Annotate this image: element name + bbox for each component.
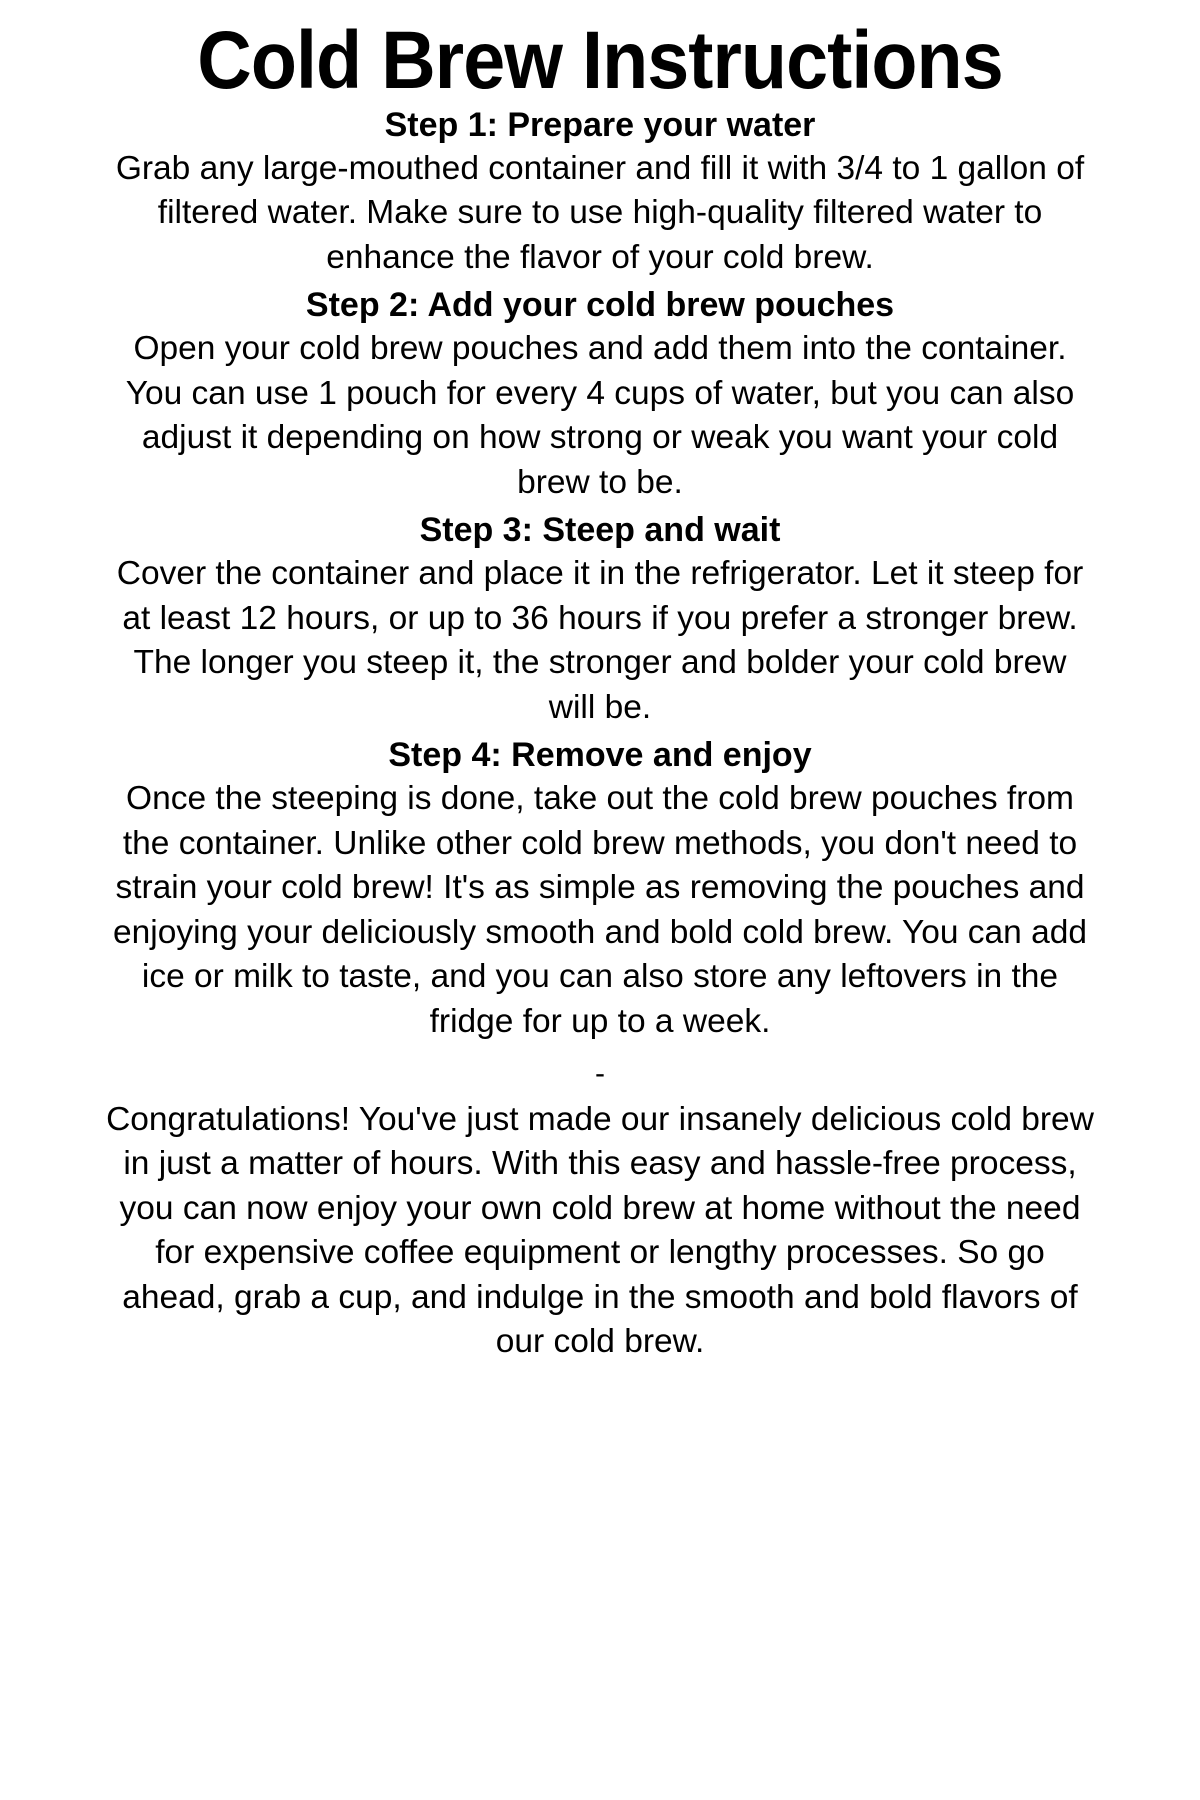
step-4-body: Once the steeping is done, take out the cold brew pouches from the container. Unlike other cold brew methods, you don't need to strain your cold brew! It's as simple as removing the pouches and enjoying your deliciously smooth and bold cold brew. You can add ice or milk to taste, and you can also store any leftovers in the fridge for up to a week.	[112, 780, 1088, 1040]
step-3-body: Cover the container and place it in the refrigerator. Let it steep for at least 12 hours, or up to 36 hours if you prefer a stronger brew. The longer you steep it, the stronger and bolder your cold brew will be.	[116, 555, 1084, 726]
step-3-heading: Step 3: Steep and wait	[419, 511, 781, 550]
page-title: Cold Brew Instructions	[197, 15, 1003, 106]
step-4-heading: Step 4: Remove and enjoy	[388, 736, 812, 775]
step-2-heading: Step 2: Add your cold brew pouches	[305, 286, 895, 325]
step-2-body: Open your cold brew pouches and add them into the container. You can use 1 pouch for every 4 cups of water, but you can also adjust it depending on how strong or weak you want your cold brew to be.	[125, 330, 1075, 501]
step-1-body: Grab any large-mouthed container and fill it with 3/4 to 1 gallon of filtered water. Make sure to use high-quality filtered water to enhance the flavor of your cold brew.	[115, 149, 1085, 276]
section-divider: -	[595, 1056, 605, 1090]
closing-paragraph: Congratulations! You've just made our insanely delicious cold brew in just a matter of hours. With this easy and hassle-free process, you can now enjoy your own cold brew at home without the need for expensive coffee equipment or lengthy processes. So go ahead, grab a cup, and indulge in the smooth and bold flavors of our cold brew.	[106, 1100, 1094, 1361]
step-1-heading: Step 1: Prepare your water	[384, 105, 816, 144]
